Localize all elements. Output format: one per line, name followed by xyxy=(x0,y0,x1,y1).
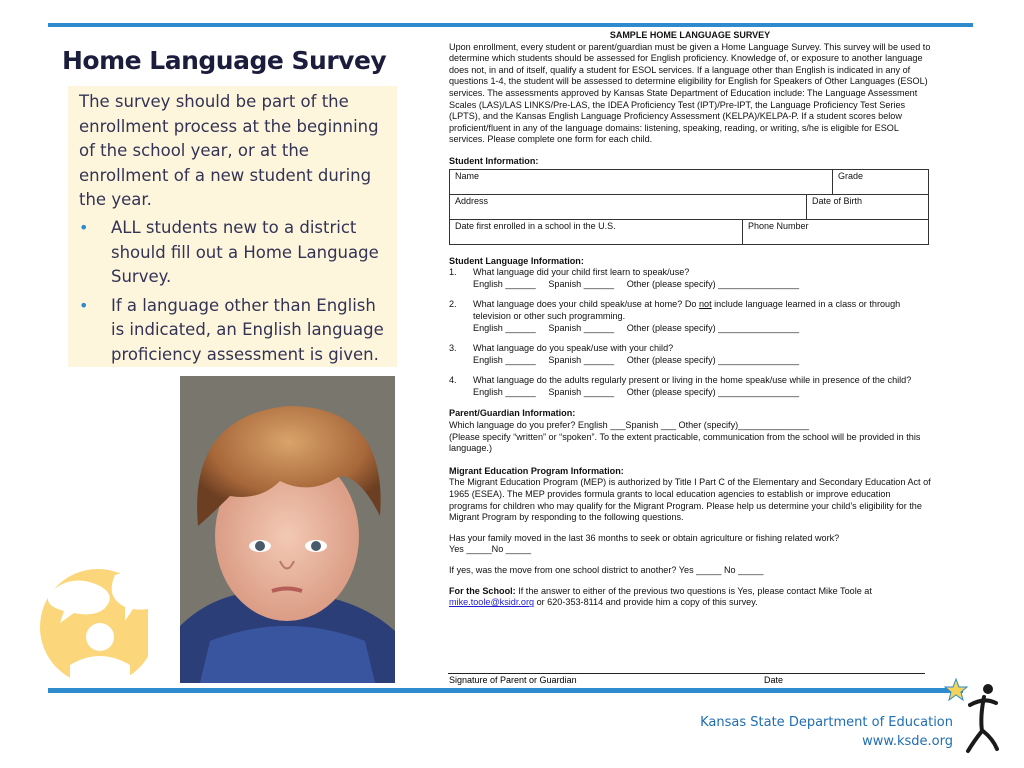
question-2 xyxy=(449,299,931,334)
question-text: What language do the adults regularly present or living in the home speak/use while in presence of the child? xyxy=(473,375,912,386)
question-text: What language did your child first learn to speak/use? xyxy=(473,267,690,278)
moved-yes-no[interactable]: Yes _____No _____ xyxy=(449,544,532,555)
dob-field[interactable]: Date of Birth xyxy=(807,194,929,219)
email-link[interactable]: mike.toole@ksidr.org xyxy=(449,597,535,608)
question-text: What language do you speak/use with your child? xyxy=(473,343,674,354)
child-photo xyxy=(180,376,395,683)
question-text: What language does your child speak/use at home? Do not include language learned in a class or through television or other such programming. xyxy=(473,299,901,321)
emphasis-not: not xyxy=(698,299,712,310)
student-info-table xyxy=(449,169,929,195)
survey-intro: Upon enrollment, every student or parent/guardian must be given a Home Language Survey. This survey will be used to determine which students should be assessed for English proficiency. Knowledge of, or exposure to another language does not, in and of itself, qualify a student for ESOL services. If a language other than English is indicated in any of questions 1-4, the student will be assessed to determine eligibility for English for Speakers of Other Languages (ESOL) services. The assessments approved by Kansas State Department of Education include: The Language Assessment Scales (LAS)/LAS LINKS/Pre-LAS, the IDEA Proficiency Test (IPT)/Pre-IPT, the Language Proficiency Test Series (LPTS), and the Kansas English Language Proficiency Assessment (KELPA)/KELPA-P. If a student scores below proficient/fluent in any of the language domains: listening, speaking, reading, or writing, s/he is eligible for ESOL services. Please complete one form for each child. xyxy=(449,41,931,145)
moved-question: Has your family moved in the last 36 months to seek or obtain agriculture or fishing related work? xyxy=(449,532,840,543)
language-info-label: Student Language Information: xyxy=(449,255,584,266)
parent-note: (Please specify “written” or “spoken”. To the extent practicable, communication from the school will be provided in this language.) xyxy=(449,431,921,454)
bullet-text: If a language other than English is indicated, an English language proficiency assessment is given. xyxy=(111,295,384,364)
parent-info-label: Parent/Guardian Information: xyxy=(449,408,576,419)
bullet-item xyxy=(79,216,389,290)
answer-line[interactable]: English ______ Spanish ______ Other (please specify) ________________ xyxy=(473,386,800,397)
top-divider xyxy=(48,23,973,27)
answer-line[interactable]: English ______ Spanish ______ Other (please specify) ________________ xyxy=(473,354,800,365)
question-4 xyxy=(449,375,931,398)
signature-line[interactable] xyxy=(448,673,925,674)
question-number: 1. xyxy=(449,267,457,278)
migrant-text: The Migrant Education Program (MEP) is authorized by Title I Part C of the Elementary and Secondary Education Act of 1965 (ESEA). The MEP provides formula grants to local education agencies to establish or improve education programs for children who may qualify for the Migrant Program. Please help us determine your child’s eligibility for the Migrant Program by responding to the following questions. xyxy=(449,477,931,523)
bullet-list xyxy=(79,216,389,371)
question-number: 3. xyxy=(449,343,457,354)
answer-line[interactable]: English ______ Spanish ______ Other (please specify) ________________ xyxy=(473,322,800,333)
bottom-divider xyxy=(48,688,963,693)
student-info-label: Student Information: xyxy=(449,155,539,166)
name-field[interactable]: Name xyxy=(450,169,833,194)
question-number: 2. xyxy=(449,299,457,310)
speech-bubbles-icon xyxy=(20,545,180,690)
student-info-table xyxy=(449,194,929,220)
date-enrolled-field[interactable]: Date first enrolled in a school in the U.S. xyxy=(450,219,743,244)
footer-organization: Kansas State Department of Education xyxy=(700,715,953,730)
school-note: For the School: If the answer to either of the previous two questions is Yes, please contact Mike Toole at mike.toole@ksidr.org or 620-353-8114 and provide him a copy of this survey. xyxy=(449,585,872,608)
survey-title: SAMPLE HOME LANGUAGE SURVEY xyxy=(609,30,771,40)
question-1 xyxy=(449,267,931,290)
bullet-icon: • xyxy=(79,295,89,315)
question-3 xyxy=(449,343,931,366)
district-question[interactable]: If yes, was the move from one school district to another? Yes _____ No _____ xyxy=(449,565,764,575)
parent-language-question[interactable]: Which language do you prefer? English ___Spanish ___ Other (specify)______________ xyxy=(449,420,809,431)
slide-title: Home Language Survey xyxy=(62,46,387,75)
bullet-item xyxy=(79,294,389,368)
signature-label: Signature of Parent or Guardian xyxy=(449,675,577,685)
question-number: 4. xyxy=(449,375,457,386)
address-field[interactable]: Address xyxy=(450,194,807,219)
bullet-icon: • xyxy=(79,218,89,237)
date-label: Date xyxy=(764,675,784,685)
bullet-text: ALL students new to a district should fill out a Home Language Survey. xyxy=(111,218,379,286)
answer-line[interactable]: English ______ Spanish ______ Other (please specify) ________________ xyxy=(473,278,800,289)
phone-field[interactable]: Phone Number xyxy=(743,219,929,244)
intro-paragraph: The survey should be part of the enrollment process at the beginning of the school year, or at the enrollment of a new student during the year. xyxy=(79,92,379,209)
footer-url[interactable]: www.ksde.org xyxy=(862,734,953,749)
grade-field[interactable]: Grade xyxy=(833,169,929,194)
school-label: For the School: xyxy=(449,585,516,596)
migrant-info-label: Migrant Education Program Information: xyxy=(449,465,624,476)
ksde-logo-icon xyxy=(940,675,1002,755)
survey-form xyxy=(449,30,931,609)
student-info-table xyxy=(449,219,929,245)
